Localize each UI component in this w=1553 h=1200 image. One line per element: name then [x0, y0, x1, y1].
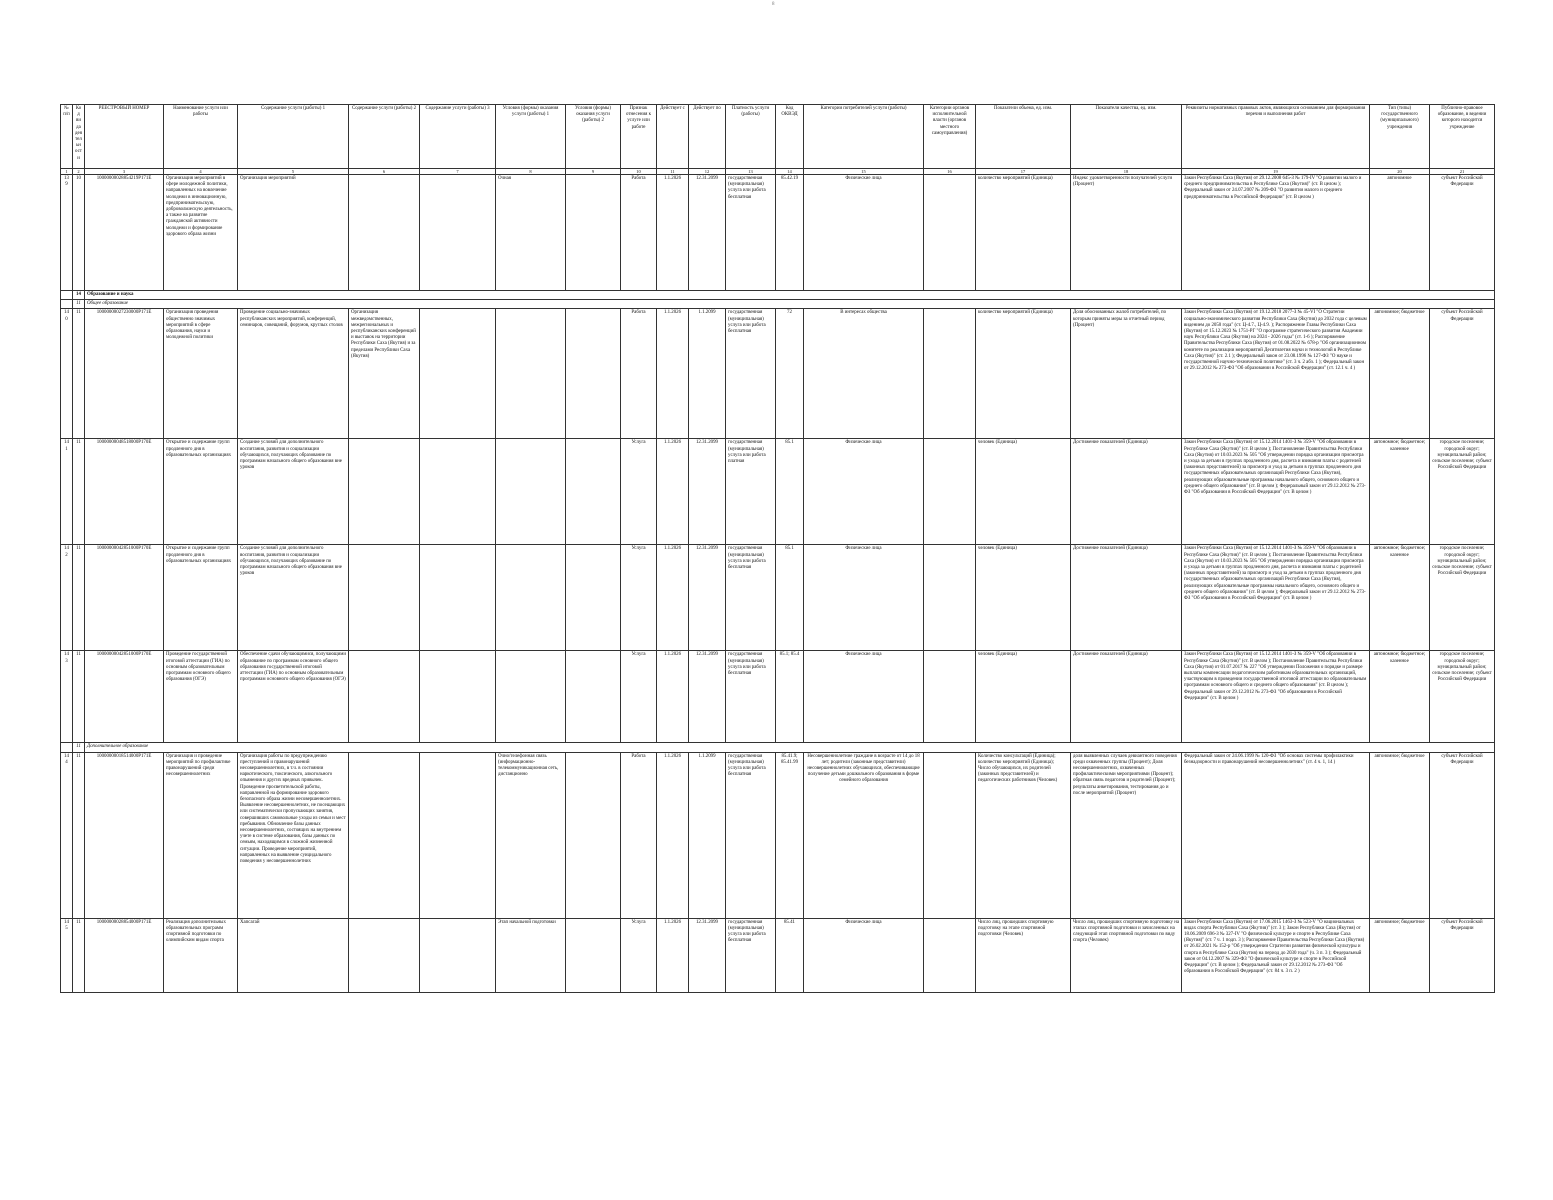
table-cell	[420, 651, 496, 743]
table-cell: Работа	[621, 309, 657, 439]
table-cell	[349, 439, 420, 545]
table-cell: 139	[61, 175, 73, 291]
table-cell: Закон Республики Саха (Якутия) от 15.12.2014 1401-З № 359-V "Об образовании в Республике Саха (Якутия)" (ст. В целом ); Постановление Правительства Республики Саха (Якутия) от 10.03.2023 № 505 "Об утверждении порядка организации присмотра и ухода за детьми в группах продленного дня, расчета и взимания платы с родителей (законных представителей) за присмотр и уход за детьми в группах продленного дня государственных образовательных организаций Республики Саха (Якутия), реализующих образовательные программы начального общего, основного общего и среднего общего образования" (ст. В целом ); Федеральный закон от 29.12.2012 № 273-ФЗ "Об образовании в Российской Федерации" (ст. В целом )	[1182, 545, 1370, 651]
table-row	[61, 309, 1495, 439]
table-cell: Услуга	[621, 545, 657, 651]
table-cell: Открытие и содержание групп продленного дня в образовательных организациях	[164, 545, 238, 651]
column-number: 1	[61, 169, 73, 175]
table-cell: Закон Республики Саха (Якутия) от 19.12.2018 2077-З № 45-VI "О Стратегии социально-экономического развития Республики Саха (Якутия) до 2032 года с целевым видением до 2050 года" (ст. Ц-4.7., Ц-4.9. ); Распоряжение Главы Республики Саха (Якутия) от 15.12.2023 № 1751-РГ "О программе стратегического развития Академии наук Республики Саха (Якутия) на 2024 - 2026 годы" (ст. 1-6 ); Распоряжение Правительства Республики Саха (Якутия) от 01.08.2022 № 678-р "Об организационном комитете по реализации мероприятий Десятилетия науки и технологий в Республике Саха (Якутия)" (ст. 2.1 ); Федеральный закон от 23.08.1996 № 127-ФЗ "О науке и государственной научно-технической политике" (ст. 3 ч. 2 абз. 1 ); Федеральный закон от 29.12.2012 № 273-ФЗ "Об образовании в Российской Федерации" (ст. 12.1 ч. 4 )	[1182, 309, 1370, 439]
table-cell: человек (Единица)	[976, 439, 1071, 545]
table-cell: Реализация дополнительных образовательных программ спортивной подготовки по олимпийским видам спорта	[164, 918, 238, 992]
table-cell: автономное; бюджетное; казенное	[1370, 651, 1430, 743]
column-header: Условия (формы) оказания услуги (работы) 2	[566, 105, 621, 169]
table-cell: 12.31.2099	[689, 545, 726, 651]
table-cell	[924, 175, 976, 291]
subsection-row	[61, 300, 1495, 309]
table-cell	[496, 309, 566, 439]
table-cell	[61, 291, 73, 300]
table-cell	[420, 545, 496, 651]
registry-body	[61, 175, 1495, 993]
table-cell	[61, 743, 73, 752]
table-cell: Работа	[621, 175, 657, 291]
table-row	[61, 752, 1495, 918]
table-cell: количество мероприятий (Единица)	[976, 175, 1071, 291]
column-header: Код вида деятельности	[73, 105, 85, 169]
table-cell: Физические лица	[804, 175, 924, 291]
table-cell: Достижение показателей (Единица)	[1071, 651, 1182, 743]
column-header: Действует с	[657, 105, 689, 169]
column-number: 8	[496, 169, 566, 175]
table-cell: субъект Российской Федерации	[1430, 752, 1495, 918]
table-row	[61, 918, 1495, 992]
table-cell: 10000000028854219Р171Е	[85, 175, 164, 291]
column-header: Наименование услуги или работы	[164, 105, 238, 169]
table-cell: государственная (муниципальная) услуга или работа бесплатная	[726, 651, 776, 743]
table-cell: В интересах общества	[804, 309, 924, 439]
table-cell: 11	[73, 309, 85, 439]
table-cell	[61, 300, 73, 309]
table-cell: Физические лица	[804, 918, 924, 992]
table-cell: Физические лица	[804, 545, 924, 651]
column-number: 18	[1071, 169, 1182, 175]
table-cell	[924, 309, 976, 439]
table-cell: Закон Республики Саха (Якутия) от 15.12.2014 1401-З № 359-V "Об образовании в Республике Саха (Якутия)" (ст. В целом ); Постановление Правительства Республики Саха (Якутия) от 10.03.2023 № 505 "Об утверждении порядка организации присмотра и ухода за детьми в группах продленного дня, расчета и взимания платы с родителей (законных представителей) за присмотр и уход за детьми в группах продленного дня государственных образовательных организаций Республики Саха (Якутия), реализующих образовательные программы начального общего, основного общего и среднего общего образования" (ст. В целом ); Федеральный закон от 29.12.2012 № 273-ФЗ "Об образовании в Российской Федерации" (ст. В целом )	[1182, 439, 1370, 545]
table-cell	[566, 545, 621, 651]
section-code: 11	[73, 300, 85, 309]
column-header: Показатели объема, ед. изм.	[976, 105, 1071, 169]
table-cell: автономное; бюджетное; казенное	[1370, 545, 1430, 651]
column-header: Содержание услуги (работы) 2	[349, 105, 420, 169]
table-cell: Организация работы по предупреждению преступлений и правонарушений несовершеннолетних, в т.ч. в состоянии наркотического, токсического, алкогольного опьянения и других вредных привычек. Проведение просветительской работы, направленной на формирование здорового безопасного образа жизни несовершеннолетних. Выявление несовершеннолетних, не посещающих или систематически пропускающих занятия, совершивших самовольные уходы из семьи и мест пребывания. Обновление базы данных несовершеннолетних, состоящих на внутреннем учете в системе образования, базы данных по семьям, находящимся в сложной жизненной ситуации. Проведение мероприятий, направленных на выявление суицидального поведения у несовершеннолетних	[238, 752, 349, 918]
table-cell: 1.1.2026	[657, 918, 689, 992]
table-cell: 10000000042851000Р170Е	[85, 545, 164, 651]
column-number: 4	[164, 169, 238, 175]
column-header: Категории потребителей услуги (работы)	[804, 105, 924, 169]
column-number: 2	[73, 169, 85, 175]
table-cell: 143	[61, 651, 73, 743]
column-header: Содержание услуги (работы) 3	[420, 105, 496, 169]
column-number: 3	[85, 169, 164, 175]
section-code: 14	[73, 291, 85, 300]
table-cell: 85.42.19	[776, 175, 804, 291]
column-header: Реквизиты нормативных правовых актов, являющихся основанием для формирования перечня и выполнения работ	[1182, 105, 1370, 169]
column-number: 21	[1430, 169, 1495, 175]
table-cell: 1.1.2026	[657, 651, 689, 743]
table-cell: Число лиц, прошедших спортивную подготовку на этапах спортивной подготовки и зачисленных на следующий этап спортивной подготовки по виду спорта (Человек)	[1071, 918, 1182, 992]
table-cell: Открытие и содержание групп продленного дня в образовательных организациях	[164, 439, 238, 545]
table-cell: городское поселение; городской округ; муниципальный район; сельское поселение; субъект Российской Федерации	[1430, 439, 1495, 545]
table-cell: 85.1	[776, 545, 804, 651]
column-header: Код ОКВЭД	[776, 105, 804, 169]
table-cell: 12.31.2099	[689, 918, 726, 992]
column-header: РЕЕСТРОВЫЙ НОМЕР	[85, 105, 164, 169]
table-cell	[924, 752, 976, 918]
table-cell	[420, 439, 496, 545]
table-cell: Достижение показателей (Единица)	[1071, 439, 1182, 545]
table-cell: городское поселение; городской округ; муниципальный район; сельское поселение; субъект Российской Федерации	[1430, 545, 1495, 651]
table-cell: Физические лица	[804, 439, 924, 545]
table-cell: 142	[61, 545, 73, 651]
table-cell: Федеральный закон от 24.06.1999 № 120-ФЗ "Об основах системы профилактики безнадзорности и правонарушений несовершеннолетних" (ст. 4 ч. 1, 14 )	[1182, 752, 1370, 918]
table-cell: 85.1; 85.4	[776, 651, 804, 743]
column-header: Показатели качества, ед. изм.	[1071, 105, 1182, 169]
table-cell: 10000000048518000Р170Е	[85, 439, 164, 545]
table-cell: 145	[61, 918, 73, 992]
table-cell: 10000000028854000Р171Е	[85, 918, 164, 992]
table-cell: Количество консультаций (Единица); количество мероприятий (Единица); Число обучающихся, их родителей (законных представителей) и педагогических работников (Человек)	[976, 752, 1071, 918]
table-cell: Хапсагай	[238, 918, 349, 992]
table-cell: Очная	[496, 175, 566, 291]
subsection-row	[61, 743, 1495, 752]
table-row	[61, 439, 1495, 545]
table-cell	[349, 752, 420, 918]
table-row	[61, 545, 1495, 651]
table-cell: количество мероприятий (Единица)	[976, 309, 1071, 439]
table-cell: 1.1.2026	[657, 439, 689, 545]
table-cell: 1.1.2026	[657, 309, 689, 439]
table-cell: Проведение социально-значимых республиканских мероприятий, конференций, семинаров, совещаний, форумов, круглых столов	[238, 309, 349, 439]
table-cell: субъект Российской Федерации	[1430, 175, 1495, 291]
column-header: Действует по	[689, 105, 726, 169]
table-cell: 11	[73, 651, 85, 743]
section-label: Дополнительное образование	[85, 743, 1495, 752]
table-cell	[496, 545, 566, 651]
header-row	[61, 105, 1495, 169]
column-header: Тип (типы) государственного (муниципального) учреждения	[1370, 105, 1430, 169]
column-number: 20	[1370, 169, 1430, 175]
table-cell: Физические лица	[804, 651, 924, 743]
column-number: 5	[238, 169, 349, 175]
column-number: 6	[349, 169, 420, 175]
column-number: 19	[1182, 169, 1370, 175]
table-cell	[566, 309, 621, 439]
table-cell: Число лиц, прошедших спортивную подготовку на этапе спортивной подготовки (Человек)	[976, 918, 1071, 992]
table-row	[61, 651, 1495, 743]
table-cell: Достижение показателей (Единица)	[1071, 545, 1182, 651]
table-cell: Организация мероприятий в сфере молодежной политики, направленных на вовлечение молодежи в инновационную, предпринимательскую, добровольческую деятельность, а также на развитие гражданской активности молодежи и формирование здорового образа жизни	[164, 175, 238, 291]
table-cell	[349, 918, 420, 992]
table-cell: 12.31.2099	[689, 175, 726, 291]
table-cell	[420, 918, 496, 992]
table-cell	[349, 651, 420, 743]
table-cell: Работа	[621, 752, 657, 918]
table-cell: 11	[73, 439, 85, 545]
column-header: Условия (формы) оказания услуги (работы) 1	[496, 105, 566, 169]
table-cell: автономное; бюджетное	[1370, 309, 1430, 439]
table-cell: 141	[61, 439, 73, 545]
table-cell	[496, 439, 566, 545]
table-cell: человек (Единица)	[976, 651, 1071, 743]
table-cell: 10000000018514000Р171Е	[85, 752, 164, 918]
table-cell: 85.1	[776, 439, 804, 545]
table-cell: Организация мероприятий	[238, 175, 349, 291]
table-cell	[924, 439, 976, 545]
table-cell: доля выявленных случаев девиантного поведения среди охваченных группы (Процент); Доля несовершеннолетних, охваченных профилактическими мероприятиями (Процент); обратная связь педагогов и родителей (Процент); результаты анкетирования, тестирования до и после мероприятий (Процент)	[1071, 752, 1182, 918]
table-cell: автономное; бюджетное; казенное	[1370, 439, 1430, 545]
table-cell	[924, 651, 976, 743]
table-cell: Несовершеннолетние граждане в возрасте от 14 до 18 лет; родители (законные представители) несовершеннолетних обучающихся, обеспечивающие получение детьми дошкольного образования в форме семейного образования	[804, 752, 924, 918]
table-cell: Индекс удовлетворенности получателей услуги (Процент)	[1071, 175, 1182, 291]
section-code: 11	[73, 743, 85, 752]
column-number: 7	[420, 169, 496, 175]
table-cell: государственная (муниципальная) услуга или работа бесплатная	[726, 309, 776, 439]
section-label: Образование и наука	[85, 291, 1495, 300]
table-cell	[924, 918, 976, 992]
table-cell: Организация проведения общественно значимых мероприятий в сфере образования, науки и молодежной политики	[164, 309, 238, 439]
table-cell: 85.41.9; 85.41.99	[776, 752, 804, 918]
table-cell	[496, 651, 566, 743]
table-cell: государственная (муниципальная) услуга или работа бесплатная	[726, 175, 776, 291]
column-number: 11	[657, 169, 689, 175]
table-cell	[349, 545, 420, 651]
column-header: Публично-правовое образование, в ведении которого находится учреждение	[1430, 105, 1495, 169]
column-header: Категории органов исполнительной власти (органов местного самоуправления)	[924, 105, 976, 169]
table-cell: 1.1.2026	[657, 545, 689, 651]
table-cell	[924, 545, 976, 651]
table-cell	[566, 651, 621, 743]
table-cell: 72	[776, 309, 804, 439]
table-cell: 10000000042851000Р170Е	[85, 651, 164, 743]
section-row	[61, 291, 1495, 300]
table-cell: государственная (муниципальная) услуга или работа бесплатная	[726, 545, 776, 651]
table-cell: автономное	[1370, 175, 1430, 291]
column-number: 17	[976, 169, 1071, 175]
table-cell: 1.1.2026	[657, 752, 689, 918]
table-cell: 144	[61, 752, 73, 918]
table-cell: Услуга	[621, 651, 657, 743]
column-number: 10	[621, 169, 657, 175]
section-label: Общее образование	[85, 300, 1495, 309]
table-cell: автономное; бюджетное	[1370, 752, 1430, 918]
table-cell	[566, 918, 621, 992]
table-cell: 11	[73, 545, 85, 651]
table-cell: Создание условий для дополнительного воспитания, развития и социализации обучающихся, получающих образование по программам начального общего образования вне уроков	[238, 439, 349, 545]
table-cell: Доля обоснованных жалоб потребителей, по которым приняты меры за отчетный период (Процент)	[1071, 309, 1182, 439]
table-cell: Организация межведомственных, межрегиональных и республиканских конференций и выставок на территории Республики Саха (Якутия) и за пределами Республики Саха (Якутия)	[349, 309, 420, 439]
table-cell: Закон Республики Саха (Якутия) от 29.12.2008 645-З № 179-IV "О развитии малого и среднего предпринимательства в Республике Саха (Якутия)" (ст. В целом ); Федеральный закон от 24.07.2007 № 209-ФЗ "О развитии малого и среднего предпринимательства в Российской Федерации" (ст. В целом )	[1182, 175, 1370, 291]
table-cell	[420, 752, 496, 918]
table-cell: 85.41	[776, 918, 804, 992]
table-cell	[566, 439, 621, 545]
table-cell: государственная (муниципальная) услуга или работа бесплатная	[726, 918, 776, 992]
column-header: Признак отнесения к услуге или работе	[621, 105, 657, 169]
table-cell: Услуга	[621, 439, 657, 545]
table-cell: государственная (муниципальная) услуга или работа бесплатная	[726, 752, 776, 918]
table-cell: 11	[73, 752, 85, 918]
column-number: 16	[924, 169, 976, 175]
table-cell: Проведение государственной итоговой аттестации (ГИА) по основным образовательным программам основного общего образования (ОГЭ)	[164, 651, 238, 743]
table-cell	[420, 309, 496, 439]
table-cell	[566, 752, 621, 918]
table-cell: Организация и проведение мероприятий по профилактике правонарушений среди несовершеннолетних	[164, 752, 238, 918]
table-row	[61, 175, 1495, 291]
column-header: Платность услуги (работы)	[726, 105, 776, 169]
table-cell: Закон Республики Саха (Якутия) от 17.06.2015 1463-З № 523-V "О национальных видах спорта Республики Саха (Якутия)" (ст. 3 ); Закон Республики Саха (Якутия) от 18.06.2009 696-З № 327-IV "О физической культуре и спорте в Республике Саха (Якутия)" (ст. 7 ч. 1 подп. 3 ); Распоряжение Правительства Республики Саха (Якутия) от 26.02.2021 № 152-р "Об утверждении Стратегии развития физической культуры и спорта в Республике Саха (Якутия) на период до 2030 года" (ч. 3 п. 3 ); Федеральный закон от 04.12.2007 № 329-ФЗ "О физической культуре и спорте в Российской Федерации" (ст. В целом ); Федеральный закон от 29.12.2012 № 273-ФЗ "Об образовании в Российской Федерации" (ст. 84 ч. 3 п. 2 )	[1182, 918, 1370, 992]
column-number: 14	[776, 169, 804, 175]
table-cell: 10	[73, 175, 85, 291]
table-cell: Закон Республики Саха (Якутия) от 15.12.2014 1401-З № 359-V "Об образовании в Республике Саха (Якутия)" (ст. В целом ); Постановление Правительства Республики Саха (Якутия) от 01.07.2017 № 227 "Об утверждении Положения о порядке и размере выплаты компенсации педагогическим работникам образовательных организаций, участвующим в проведении государственной итоговой аттестации по образовательным программам основного общего и среднего общего образования" (ст. В целом ); Федеральный закон от 29.12.2012 № 273-ФЗ "Об образовании в Российской Федерации" (ст. В целом )	[1182, 651, 1370, 743]
table-cell	[566, 175, 621, 291]
table-cell: Создание условий для дополнительного воспитания, развития и социализации обучающихся, получающих образование по программам начального общего образования вне уроков	[238, 545, 349, 651]
table-cell: автономное; бюджетное	[1370, 918, 1430, 992]
table-cell: 140	[61, 309, 73, 439]
column-number: 9	[566, 169, 621, 175]
column-number: 12	[689, 169, 726, 175]
table-cell: Этап начальной подготовки	[496, 918, 566, 992]
table-cell: государственная (муниципальная) услуга или работа платная	[726, 439, 776, 545]
table-cell: 1.1.2099	[689, 752, 726, 918]
column-number: 15	[804, 169, 924, 175]
table-cell: субъект Российской Федерации	[1430, 918, 1495, 992]
column-number: 13	[726, 169, 776, 175]
table-cell: Очно/телефонная связь (информационно-телекоммуникационная сеть, дистанционно	[496, 752, 566, 918]
table-cell: человек (Единица)	[976, 545, 1071, 651]
table-cell: 1.1.2026	[657, 175, 689, 291]
table-cell	[420, 175, 496, 291]
table-cell: Услуга	[621, 918, 657, 992]
column-header: Содержание услуги (работы) 1	[238, 105, 349, 169]
table-cell: 11	[73, 918, 85, 992]
table-cell: городское поселение; городской округ; муниципальный район; сельское поселение; субъект Российской Федерации	[1430, 651, 1495, 743]
table-cell: Обеспечение сдачи обучающимися, получающими образование по программам основного общего образования государственной итоговой аттестации (ГИА) по основным образовательным программам основного общего образования (ОГЭ)	[238, 651, 349, 743]
table-cell: 12.31.2099	[689, 651, 726, 743]
page-mark: 8	[772, 2, 775, 7]
table-cell	[349, 175, 420, 291]
table-cell: субъект Российской Федерации	[1430, 309, 1495, 439]
services-registry-table	[60, 104, 1495, 993]
column-header: № п/п	[61, 105, 73, 169]
table-cell: 1.1.2099	[689, 309, 726, 439]
table-cell: 12.31.2099	[689, 439, 726, 545]
table-cell: 10000000027230000Р171Е	[85, 309, 164, 439]
